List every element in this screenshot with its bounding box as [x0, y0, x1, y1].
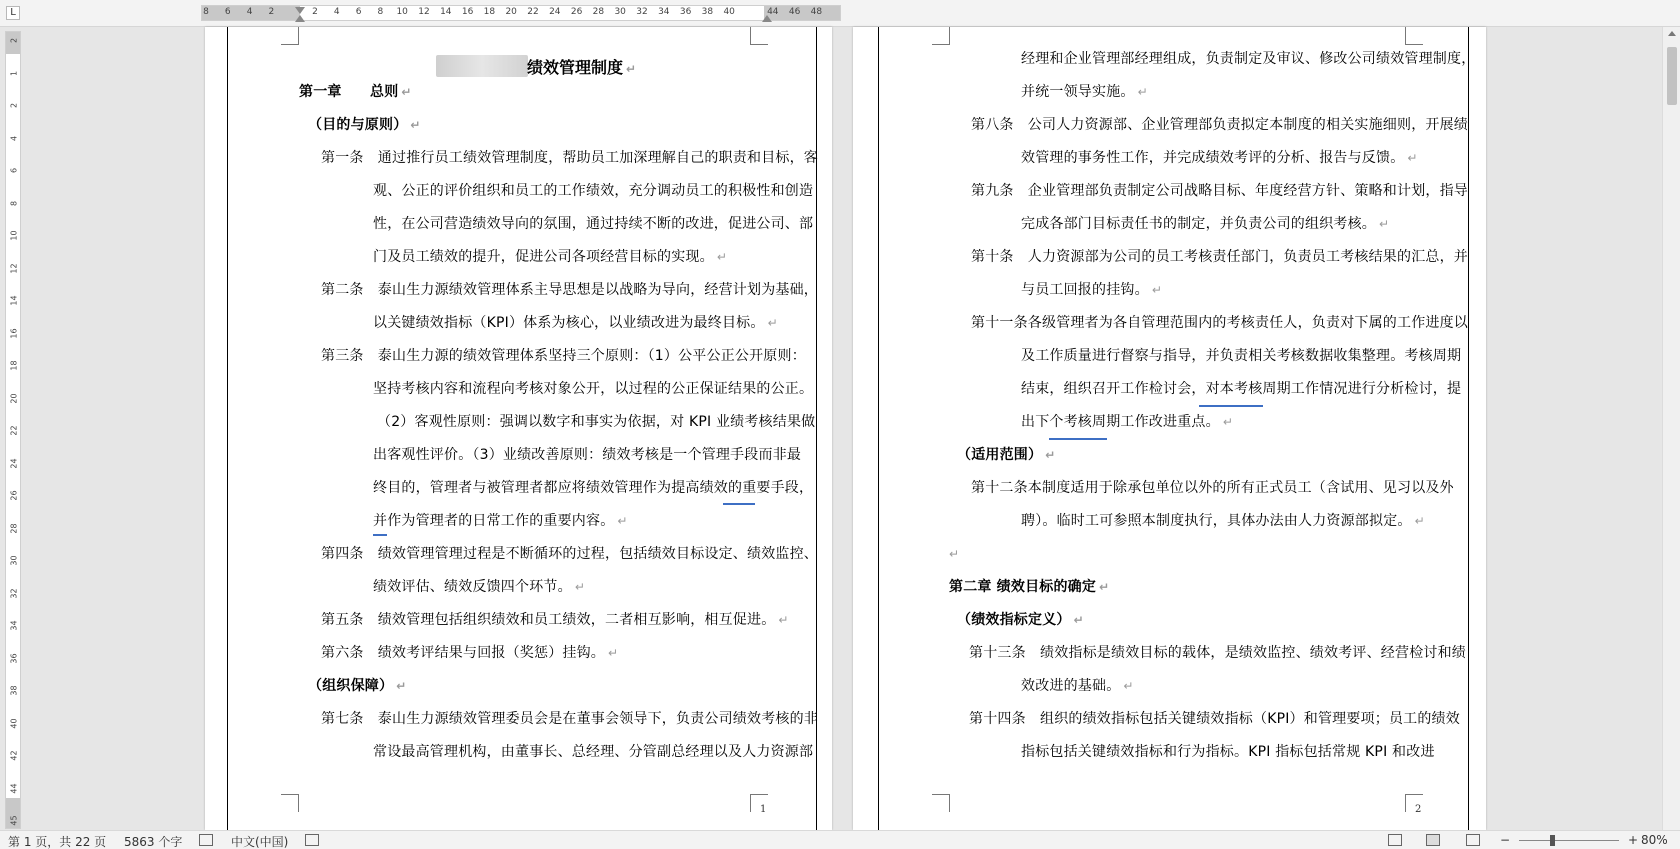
document-line	[971, 472, 1454, 505]
document-line	[971, 175, 1468, 208]
vertical-scrollbar[interactable]	[1662, 27, 1680, 830]
vruler-tick-label: 42	[9, 750, 19, 761]
zoom-in-button[interactable]: +	[1628, 833, 1639, 847]
line-text: 观、公正的评价组织和员工的工作绩效，充分调动员工的积极性和创造	[373, 183, 814, 199]
grammar-squiggle[interactable]	[723, 503, 755, 505]
document-line	[373, 373, 813, 406]
first-line-indent-marker[interactable]	[295, 7, 305, 14]
paragraph-mark-icon: ↵	[949, 547, 960, 561]
document-line	[1021, 736, 1435, 769]
tab-selector-button[interactable]: L	[6, 6, 20, 20]
document-line	[1021, 340, 1461, 373]
vruler-tick-label: 10	[9, 230, 19, 241]
language-status[interactable]: 中文(中国)	[231, 835, 289, 849]
ruler-tick-label: 22	[527, 7, 539, 17]
vruler-tick-label: 20	[9, 392, 19, 404]
ruler-tick-label: 20	[505, 7, 517, 17]
document-line	[321, 637, 618, 670]
line-text: 第六条 绩效考评结果与回报（奖惩）挂钩。	[321, 645, 605, 661]
line-text: 第一章 总则	[299, 84, 399, 100]
line-text: （绩效指标定义）	[957, 612, 1071, 628]
ruler-tick-label: 14	[440, 7, 452, 17]
ruler-tick-label: 6	[224, 7, 231, 17]
line-text: 第八条 公司人力资源部、企业管理部负责拟定本制度的相关实施细则，开展绩	[971, 117, 1468, 133]
line-text: 第二条 泰山生力源绩效管理体系主导思想是以战略为导向，经营计划为基础，	[321, 282, 818, 298]
document-line	[373, 472, 813, 505]
document-page-1[interactable]	[205, 27, 832, 830]
crop-mark-top-left	[932, 27, 950, 45]
line-text: （组织保障）	[308, 678, 394, 694]
document-line	[308, 109, 421, 142]
line-text: 效管理的事务性工作，并完成绩效考评的分析、报告与反馈。	[1021, 150, 1405, 166]
crop-mark-bottom-left	[932, 794, 950, 812]
line-text: 第二章 绩效目标的确定	[949, 579, 1097, 595]
line-text: 结束，组织召开工作检讨会，对本考核周期工作情况进行分析检讨，提	[1021, 381, 1462, 397]
ruler-tick-label: 32	[636, 7, 648, 17]
zoom-slider-knob[interactable]	[1550, 835, 1555, 846]
line-text: 以关键绩效指标（KPI）体系为核心，以业绩改进为最终目标。	[373, 315, 765, 331]
document-line	[373, 439, 801, 472]
line-text: 第十一条各级管理者为各自管理范围内的考核责任人，负责对下属的工作进度以	[971, 315, 1468, 331]
word-count-status[interactable]: 5863 个字	[124, 835, 183, 849]
redacted-company-name	[436, 55, 528, 77]
vruler-tick-label: 16	[9, 327, 19, 339]
paragraph-mark-icon: ↵	[401, 85, 412, 99]
page-border-left	[878, 27, 879, 830]
paragraph-mark-icon: ↵	[1123, 679, 1134, 693]
line-text: （适用范围）	[957, 447, 1043, 463]
document-line	[373, 571, 585, 604]
ruler-tick-label: 48	[810, 7, 823, 17]
document-line	[299, 76, 412, 109]
ruler-tick-label: 46	[788, 7, 801, 17]
grammar-squiggle[interactable]	[373, 534, 387, 536]
paragraph-mark-icon: ↵	[767, 316, 778, 330]
grammar-squiggle[interactable]	[1049, 438, 1107, 440]
zoom-level[interactable]: 80%	[1641, 833, 1668, 847]
zoom-slider-track[interactable]	[1519, 840, 1619, 841]
vruler-tick-label: 2	[9, 102, 19, 109]
line-text: 第五条 绩效管理包括组织绩效和员工绩效，二者相互影响，相互促进。	[321, 612, 776, 628]
paragraph-mark-icon: ↵	[617, 514, 628, 528]
line-text: 效改进的基础。	[1021, 678, 1121, 694]
line-text: 第十三条 绩效指标是绩效目标的载体，是绩效监控、绩效考评、经营检讨和绩	[969, 645, 1466, 661]
document-line	[957, 439, 1055, 472]
document-line	[971, 109, 1468, 142]
page-border-left	[227, 27, 228, 830]
ruler-tick-label: 6	[355, 7, 362, 17]
line-text: 第四条 绩效管理管理过程是不断循环的过程，包括绩效目标设定、绩效监控、	[321, 546, 818, 562]
document-line	[321, 703, 818, 736]
line-text: 第三条 泰山生力源的绩效管理体系坚持三个原则：（1）公平公正公开原则：	[321, 348, 806, 364]
line-text: （目的与原则）	[308, 117, 408, 133]
document-line	[308, 670, 406, 703]
document-title: 绩效管理制度 ↵	[527, 58, 637, 77]
print-layout-icon[interactable]	[1426, 834, 1440, 846]
document-line	[1021, 76, 1148, 109]
scrollbar-thumb[interactable]	[1667, 47, 1677, 105]
document-line	[1021, 208, 1389, 241]
line-text: 聘）。临时工可参照本制度执行，具体办法由人力资源部拟定。	[1021, 513, 1412, 529]
ruler-tick-label: 40	[723, 7, 735, 17]
ruler-tick-label: 2	[312, 7, 318, 17]
ruler-tick-label: 2	[268, 7, 275, 17]
line-text: 绩效评估、绩效反馈四个环节。	[373, 579, 572, 595]
document-line	[321, 538, 818, 571]
document-line	[957, 604, 1084, 637]
line-text: 及工作质量进行督察与指导，并负责相关考核数据收集整理。考核周期	[1021, 348, 1462, 364]
macro-record-icon[interactable]	[305, 834, 319, 846]
page-border-right	[1468, 27, 1469, 830]
line-text: （2）客观性原则：强调以数字和事实为依据，对 KPI 业绩考核结果做	[377, 414, 816, 430]
paragraph-mark-icon: ↵	[716, 250, 728, 264]
grammar-squiggle[interactable]	[1199, 405, 1263, 407]
vruler-tick-label: 2	[9, 37, 19, 44]
paragraph-mark-icon: ↵	[1099, 580, 1110, 594]
line-text: 第十四条 组织的绩效指标包括关键绩效指标（KPI）和管理要项；员工的绩效	[969, 711, 1460, 727]
line-text: 第一条 通过推行员工绩效管理制度，帮助员工加深理解自己的职责和目标，客	[321, 150, 818, 166]
document-line	[1021, 373, 1461, 406]
line-text: 常设最高管理机构，由董事长、总经理、分管副总经理以及人力资源部	[373, 744, 814, 760]
document-line	[1021, 142, 1418, 175]
paragraph-mark-icon: ↵	[1222, 415, 1234, 429]
vruler-tick-label: 8	[9, 200, 19, 206]
ruler-tick-label: 28	[592, 7, 605, 17]
line-text: 性，在公司营造绩效导向的氛围，通过持续不断的改进，促进公司、部	[373, 216, 814, 232]
line-text: 第十二条本制度适用于除承包单位以外的所有正式员工（含试用、见习以及外	[971, 480, 1454, 496]
document-line	[969, 703, 1460, 736]
paragraph-mark-icon: ↵	[1407, 151, 1418, 165]
vruler-tick-label: 38	[9, 685, 19, 696]
line-text: 完成各部门目标责任书的制定，并负责公司的组织考核。	[1021, 216, 1376, 232]
hanging-indent-marker[interactable]	[295, 15, 305, 22]
document-line	[321, 604, 789, 637]
status-bar	[0, 830, 1680, 849]
document-line	[373, 208, 813, 241]
vruler-tick-label: 28	[9, 522, 19, 534]
document-line	[1021, 43, 1475, 76]
ruler-tick-label: 4	[246, 7, 253, 17]
ruler-tick-label: 34	[658, 7, 670, 17]
paragraph-mark-icon: ↵	[1151, 283, 1163, 297]
vertical-ruler[interactable]	[5, 31, 21, 829]
read-mode-icon[interactable]	[1388, 834, 1402, 846]
document-line	[949, 571, 1109, 604]
vruler-tick-label: 4	[9, 135, 19, 141]
horizontal-ruler[interactable]	[201, 5, 841, 21]
paragraph-mark-icon: ↵	[778, 613, 789, 627]
ruler-tick-label: 12	[418, 7, 430, 17]
line-text: 与员工回报的挂钩。	[1021, 282, 1149, 298]
zoom-out-button[interactable]: −	[1500, 833, 1511, 847]
document-line	[321, 142, 818, 175]
vruler-tick-label: 34	[9, 620, 19, 631]
ruler-tick-label: 4	[333, 7, 340, 17]
crop-mark-bottom-left	[281, 794, 299, 812]
document-line	[1021, 670, 1134, 703]
line-text: 指标包括关键绩效指标和行为指标。KPI 指标包括常规 KPI 和改进	[1021, 744, 1435, 760]
crop-mark-top-right	[750, 27, 768, 45]
horizontal-ruler-bar	[0, 0, 1680, 27]
ruler-tick-label: 16	[461, 7, 474, 17]
crop-mark-top-left	[281, 27, 299, 45]
line-text: 终目的，管理者与被管理者都应将绩效管理作为提高绩效的重要手段，	[373, 480, 814, 496]
vruler-tick-label: 22	[9, 425, 19, 436]
vruler-tick-label: 32	[9, 587, 19, 599]
vruler-tick-label: 45	[9, 815, 19, 826]
vruler-tick-label: 18	[9, 360, 19, 371]
vruler-tick-label: 14	[9, 295, 19, 306]
line-text: 经理和企业管理部经理组成，负责制定及审议、修改公司绩效管理制度，	[1021, 51, 1476, 67]
ruler-tick-label: 44	[767, 7, 779, 17]
scroll-up-arrow-icon[interactable]	[1668, 31, 1676, 36]
page-number: 1	[760, 804, 767, 815]
document-line	[373, 505, 628, 538]
document-line	[373, 736, 813, 769]
document-line	[1021, 274, 1162, 307]
line-text: 门及员工绩效的提升，促进公司各项经营目标的实现。	[373, 249, 714, 265]
paragraph-mark-icon: ↵	[1045, 448, 1056, 462]
ruler-tick-label: 8	[203, 7, 209, 17]
line-text: 并统一领导实施。	[1021, 84, 1135, 100]
line-text: 出下个考核周期工作改进重点。	[1021, 414, 1220, 430]
vruler-tick-label: 36	[9, 652, 19, 664]
document-line	[1021, 505, 1425, 538]
vruler-tick-label: 24	[9, 457, 19, 469]
paragraph-mark-icon: ↵	[1414, 514, 1425, 528]
document-line	[1021, 406, 1233, 439]
paragraph-mark-icon: ↵	[1379, 217, 1390, 231]
proofing-icon[interactable]	[199, 834, 213, 846]
document-line	[321, 340, 806, 373]
ruler-tick-label: 8	[377, 7, 384, 17]
ruler-tick-label: 38	[701, 7, 714, 17]
document-line	[971, 307, 1468, 340]
ruler-tick-label: 30	[614, 7, 626, 17]
ruler-tick-label: 24	[549, 7, 561, 17]
line-text: 第十条 人力资源部为公司的员工考核责任部门，负责员工考核结果的汇总，并	[971, 249, 1468, 265]
web-layout-icon[interactable]	[1466, 834, 1480, 846]
line-text: 第七条 泰山生力源绩效管理委员会是在董事会领导下，负责公司绩效考核的非	[321, 711, 818, 727]
paragraph-mark-icon: ↵	[1073, 613, 1084, 627]
vruler-tick-label: 26	[9, 490, 19, 501]
line-text: 第九条 企业管理部负责制定公司战略目标、年度经营方针、策略和计划，指导	[971, 183, 1468, 199]
ruler-tick-label: 26	[570, 7, 583, 17]
line-text: 并作为管理者的日常工作的重要内容。	[373, 513, 615, 529]
document-line	[971, 241, 1468, 274]
paragraph-mark-icon: ↵	[608, 646, 619, 660]
paragraph-mark-icon: ↵	[574, 580, 586, 594]
vruler-tick-label: 6	[9, 167, 19, 174]
document-line	[377, 406, 815, 439]
ruler-tick-label: 18	[483, 7, 496, 17]
vruler-tick-label: 12	[9, 262, 19, 274]
document-line	[321, 274, 818, 307]
ruler-tick-label: 10	[396, 7, 408, 17]
vruler-tick-label: 40	[9, 717, 19, 729]
paragraph-mark-icon: ↵	[1137, 85, 1148, 99]
vruler-tick-label: 30	[9, 555, 19, 566]
page-number: 2	[1415, 804, 1422, 815]
vruler-tick-label: 1	[9, 70, 19, 76]
document-line	[373, 307, 778, 340]
vruler-tick-label: 44	[9, 782, 19, 794]
document-line	[373, 241, 727, 274]
line-text: 出客观性评价。（3）业绩改善原则：绩效考核是一个管理手段而非最	[373, 447, 802, 463]
document-line	[373, 175, 813, 208]
paragraph-mark-icon: ↵	[396, 679, 407, 693]
page-count-status[interactable]: 第 1 页，共 22 页	[8, 835, 107, 849]
document-line	[969, 637, 1466, 670]
paragraph-mark-icon: ↵	[410, 118, 421, 132]
ruler-tick-label: 36	[679, 7, 692, 17]
line-text: 坚持考核内容和流程向考核对象公开，以过程的公正保证结果的公正。	[373, 381, 814, 397]
document-page-2[interactable]	[853, 27, 1486, 830]
document-line	[946, 538, 959, 571]
